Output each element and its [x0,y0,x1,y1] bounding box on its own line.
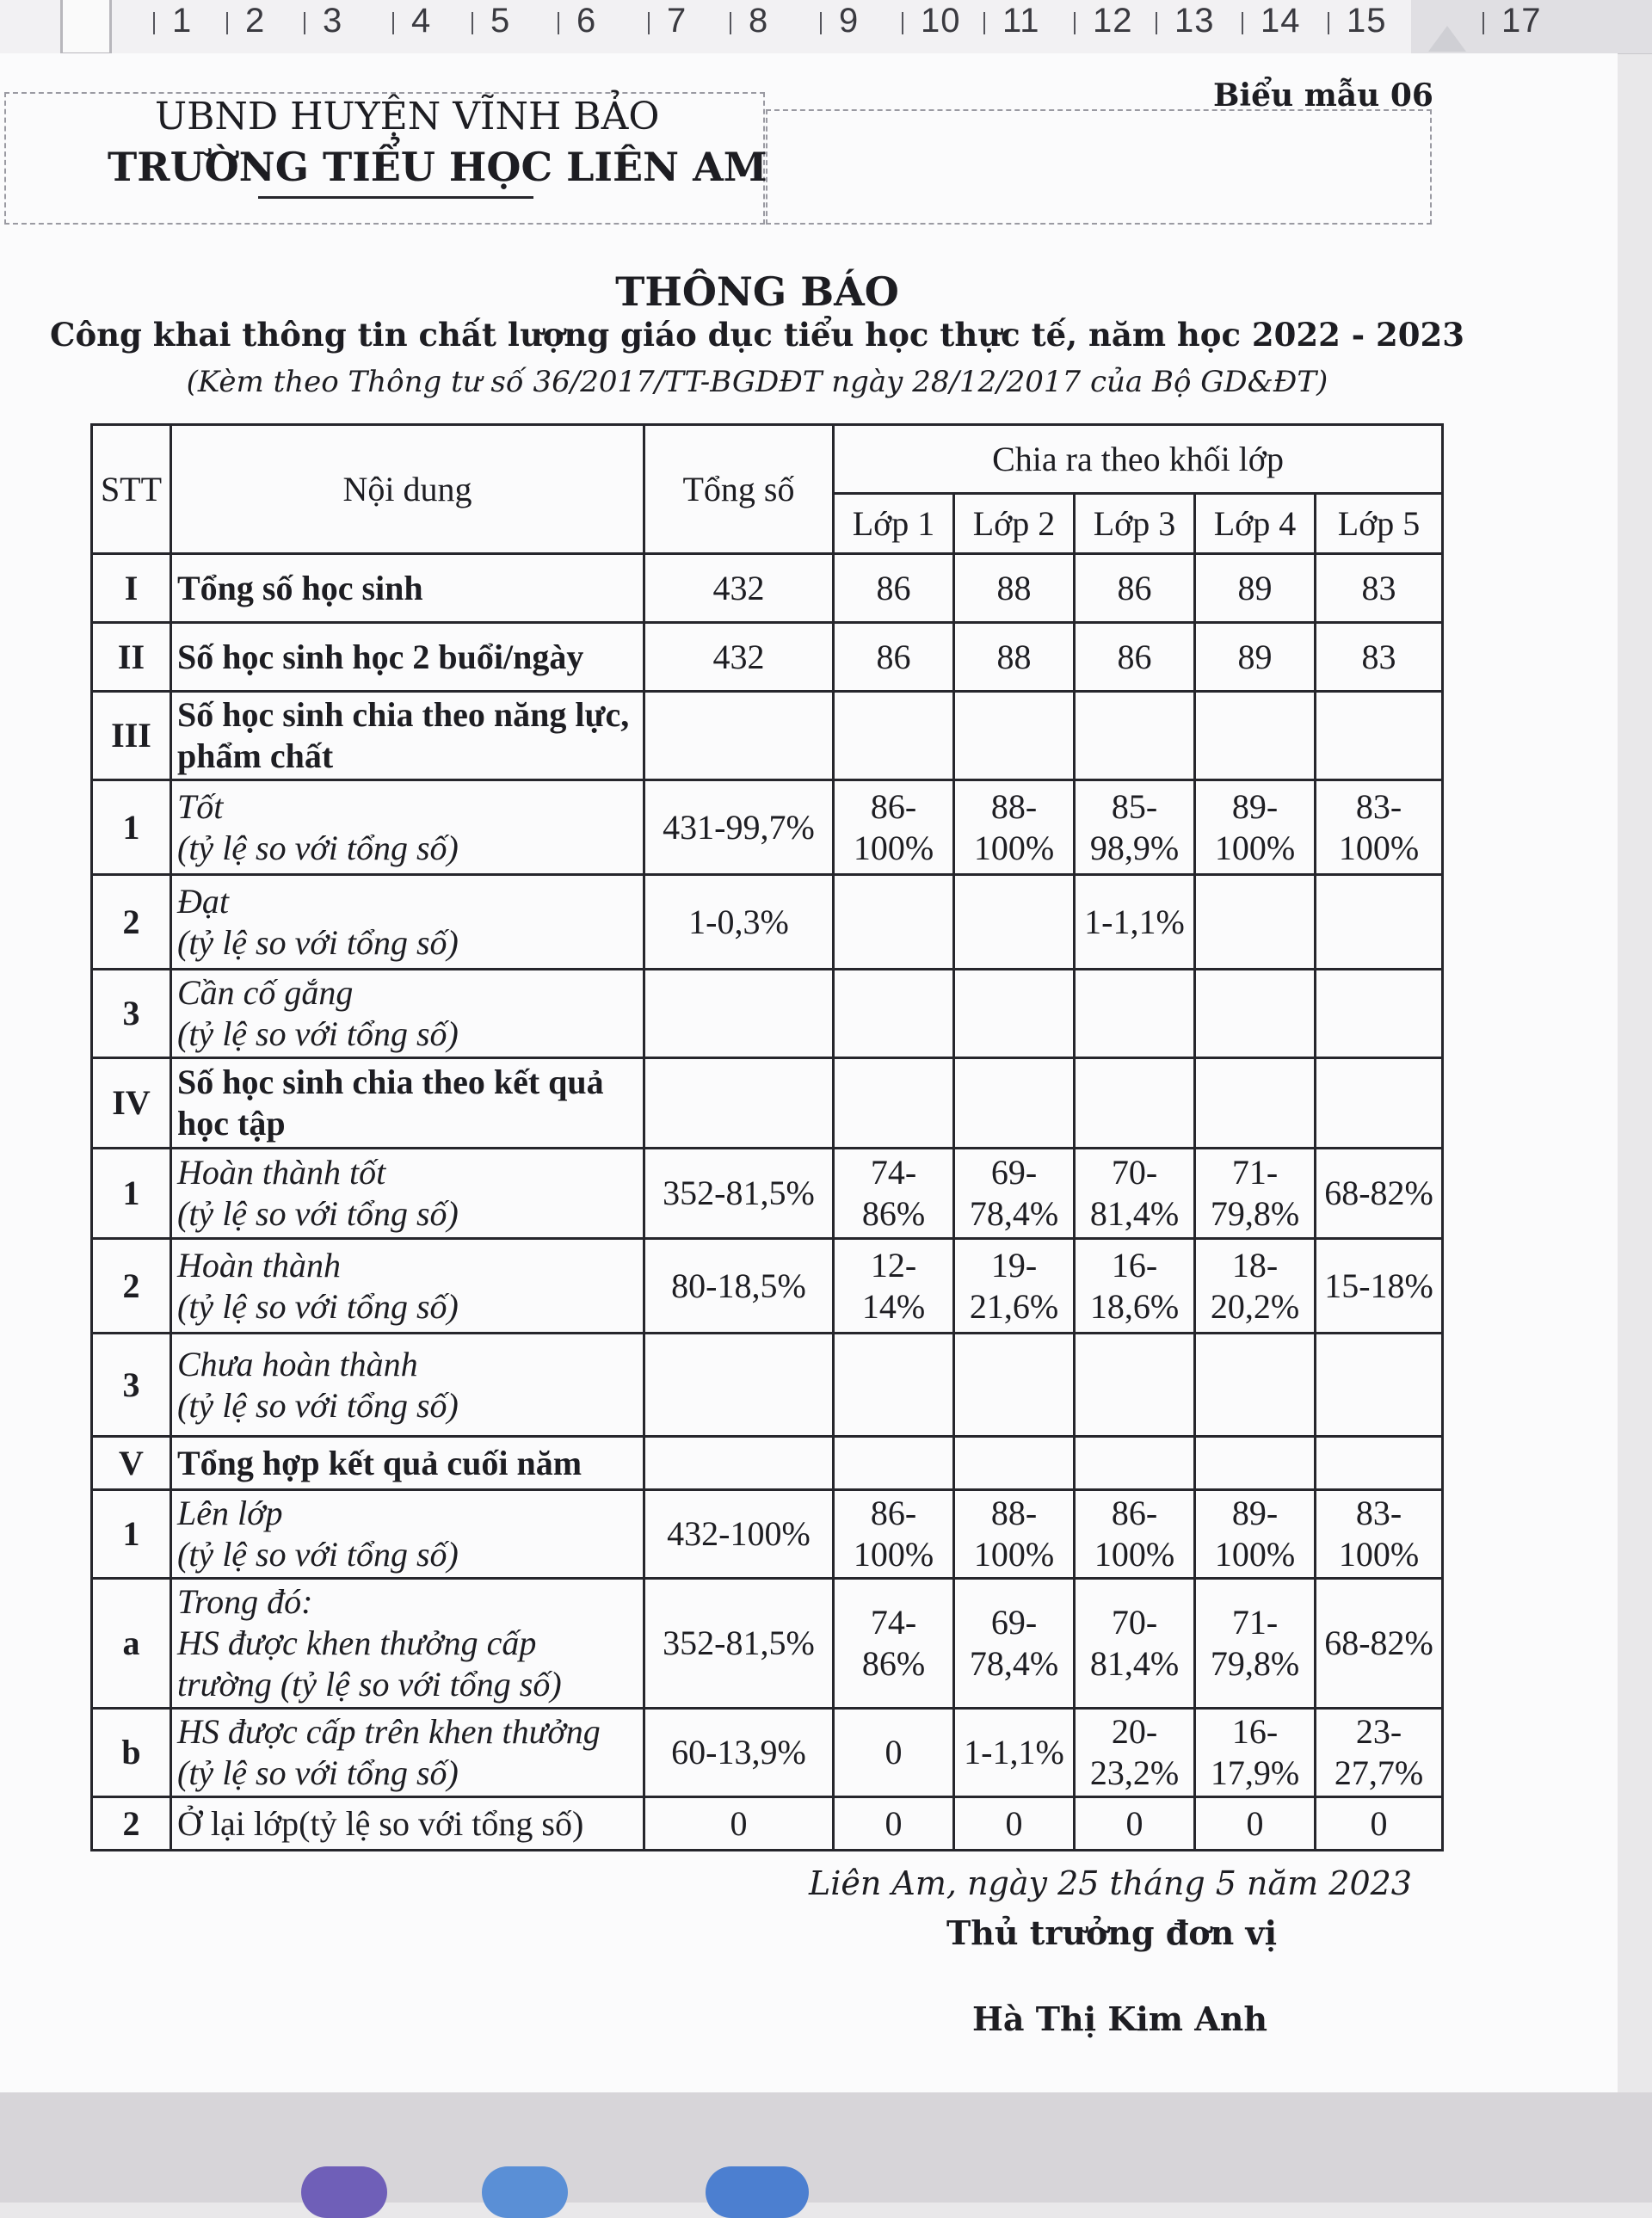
row-total [644,1334,834,1437]
row-stt: a [92,1579,171,1709]
tab-selector[interactable] [60,0,112,55]
row-grade-1: 74-86% [834,1579,954,1709]
table-row [92,1334,1443,1437]
row-grade-3: 70-81,4% [1075,1149,1195,1239]
row-grade-5 [1316,875,1443,970]
header-right-frame [766,109,1432,225]
ruler-tick [304,12,305,34]
row-total: 432 [644,623,834,692]
ruler-number: 10 [921,2,961,40]
row-grade-5: 83 [1316,623,1443,692]
row-grade-4: 89 [1195,554,1316,623]
row-total [644,970,834,1058]
table-row [92,1797,1443,1851]
row-total [644,692,834,780]
ruler-number: 8 [749,2,769,40]
row-grade-1 [834,1437,954,1490]
row-grade-4 [1195,875,1316,970]
row-grade-4: 71-79,8% [1195,1579,1316,1709]
row-grade-5: 68-82% [1316,1579,1443,1709]
footer-signer: Hà Thị Kim Anh [972,1999,1267,2038]
row-grade-4: 89-100% [1195,1490,1316,1579]
row-content [171,970,644,1058]
row-grade-2: 88-100% [954,780,1075,875]
row-note: (tỷ lệ so với tổng số) [177,1385,459,1425]
row-grade-1: 0 [834,1709,954,1797]
table-row [92,554,1443,623]
table-row [92,1149,1443,1239]
header-grade-3: Lớp 3 [1075,494,1195,554]
taskbar-app-icon[interactable] [301,2166,387,2218]
ruler-tick [820,12,822,34]
row-grade-2: 88-100% [954,1490,1075,1579]
row-content [171,692,644,780]
notice-title: THÔNG BÁO [615,268,899,315]
row-grade-5 [1316,1334,1443,1437]
table-row [92,1490,1443,1579]
row-grade-3 [1075,1058,1195,1149]
row-stt: IV [92,1058,171,1149]
row-label: Đạt [177,881,229,921]
row-content [171,1058,644,1149]
table-row [92,780,1443,875]
row-content [171,1437,644,1490]
row-grade-1 [834,692,954,780]
row-grade-1: 12-14% [834,1239,954,1334]
row-grade-1: 86 [834,623,954,692]
row-label: Số học sinh học 2 buổi/ngày [177,637,584,676]
ruler-number: 5 [490,2,511,40]
row-grade-5: 68-82% [1316,1149,1443,1239]
row-grade-2: 69-78,4% [954,1579,1075,1709]
row-grade-4: 89 [1195,623,1316,692]
row-total: 60-13,9% [644,1709,834,1797]
row-note: (tỷ lệ so với tổng số) [177,1535,459,1574]
ruler-tick [1328,12,1329,34]
row-label: Chưa hoàn thành [177,1344,418,1383]
row-total: 352-81,5% [644,1149,834,1239]
ruler-number: 2 [245,2,266,40]
ruler-number: 4 [411,2,432,40]
row-grade-3: 1-1,1% [1075,875,1195,970]
table-row [92,1709,1443,1797]
row-stt: b [92,1709,171,1797]
row-content [171,1239,644,1334]
ruler-number: 11 [1002,2,1040,40]
ruler-number: 13 [1174,2,1215,40]
row-content [171,554,644,623]
school-name: TRƯỜNG TIỂU HỌC LIÊN AM [108,144,767,190]
ruler-number: 17 [1501,2,1542,40]
row-total: 1-0,3% [644,875,834,970]
ruler-tick [1074,12,1076,34]
row-grade-4: 71-79,8% [1195,1149,1316,1239]
ruler-tick [1156,12,1157,34]
row-grade-4 [1195,1058,1316,1149]
row-grade-4: 0 [1195,1797,1316,1851]
agency-name: UBND HUYỆN VĨNH BẢO [155,95,660,139]
row-stt: 1 [92,780,171,875]
row-label: HS được cấp trên khen thưởng (tỷ lệ so với tổng số) [177,1712,601,1792]
report-table [90,423,1444,1851]
row-label: Tổng số học sinh [177,568,423,607]
row-stt: V [92,1437,171,1490]
row-label: Tổng hợp kết quả cuối năm [177,1443,583,1482]
row-content [171,1797,644,1851]
row-label: Hoàn thành tốt [177,1153,386,1192]
row-total: 431-99,7% [644,780,834,875]
row-grade-5: 0 [1316,1797,1443,1851]
row-grade-1: 86 [834,554,954,623]
row-total: 80-18,5% [644,1239,834,1334]
row-grade-2 [954,875,1075,970]
row-grade-5 [1316,1058,1443,1149]
ruler-tick [730,12,731,34]
row-grade-3: 16-18,6% [1075,1239,1195,1334]
row-note: (tỷ lệ so với tổng số) [177,1194,459,1233]
row-grade-5 [1316,692,1443,780]
row-grade-1 [834,875,954,970]
row-grade-3: 86 [1075,623,1195,692]
horizontal-ruler[interactable] [0,0,1652,54]
row-stt: I [92,554,171,623]
row-grade-1: 86-100% [834,1490,954,1579]
row-grade-4: 16-17,9% [1195,1709,1316,1797]
header-grade-4: Lớp 4 [1195,494,1316,554]
ruler-tick [648,12,650,34]
row-grade-3 [1075,1437,1195,1490]
row-total [644,1058,834,1149]
table-row [92,1239,1443,1334]
row-total [644,1437,834,1490]
table-row [92,1058,1443,1149]
row-stt: 1 [92,1490,171,1579]
row-grade-1: 74-86% [834,1149,954,1239]
row-grade-3: 70-81,4% [1075,1579,1195,1709]
row-grade-1 [834,970,954,1058]
document-page [0,53,1618,2092]
row-total: 352-81,5% [644,1579,834,1709]
header-stt: STT [92,425,171,554]
row-grade-5: 83 [1316,554,1443,623]
notice-subtitle: Công khai thông tin chất lượng giáo dục tiểu học thực tế, năm học 2022 - 2023 [50,316,1464,354]
row-note: (tỷ lệ so với tổng số) [177,1014,459,1053]
form-label: Biểu mẫu 06 [1213,77,1433,114]
ruler-tick [226,12,228,34]
row-stt: 3 [92,1334,171,1437]
ruler-number: 6 [576,2,597,40]
row-label: Tốt [177,786,224,826]
row-grade-3: 86-100% [1075,1490,1195,1579]
header-grade-1: Lớp 1 [834,494,954,554]
row-grade-2: 88 [954,554,1075,623]
row-content [171,1334,644,1437]
row-content [171,1149,644,1239]
row-grade-2: 0 [954,1797,1075,1851]
table-row [92,875,1443,970]
row-grade-2: 88 [954,623,1075,692]
row-grade-1 [834,1334,954,1437]
row-grade-1: 0 [834,1797,954,1851]
row-grade-2: 19-21,6% [954,1239,1075,1334]
row-grade-2 [954,1058,1075,1149]
row-grade-3: 85-98,9% [1075,780,1195,875]
header-grade-2: Lớp 2 [954,494,1075,554]
row-grade-1 [834,1058,954,1149]
row-total: 432 [644,554,834,623]
row-content [171,623,644,692]
ruler-number: 15 [1347,2,1387,40]
ruler-tick [153,12,155,34]
ruler-number: 1 [172,2,193,40]
table-row [92,970,1443,1058]
row-label: Ở lại lớp(tỷ lệ so với tổng số) [177,1803,584,1843]
row-label: Cần cố gắng [177,973,354,1012]
row-stt: III [92,692,171,780]
right-indent-marker[interactable] [1428,26,1466,52]
header-content: Nội dung [171,425,644,554]
row-content [171,1579,644,1709]
row-grade-1: 86-100% [834,780,954,875]
row-grade-2: 1-1,1% [954,1709,1075,1797]
row-note: (tỷ lệ so với tổng số) [177,1286,459,1326]
header-total: Tổng số [644,425,834,554]
row-label: Số học sinh chia theo kết quả học tập [177,1063,604,1143]
row-label: Số học sinh chia theo năng lực, phẩm chất [177,695,630,775]
row-grade-3: 86 [1075,554,1195,623]
row-grade-3: 20-23,2% [1075,1709,1195,1797]
row-grade-4 [1195,1437,1316,1490]
row-total: 432-100% [644,1490,834,1579]
row-grade-2 [954,692,1075,780]
row-grade-2 [954,1334,1075,1437]
ruler-tick [472,12,473,34]
row-stt: II [92,623,171,692]
row-grade-5: 83-100% [1316,1490,1443,1579]
row-grade-4: 18-20,2% [1195,1239,1316,1334]
row-grade-3: 0 [1075,1797,1195,1851]
ruler-tick [902,12,903,34]
row-total: 0 [644,1797,834,1851]
row-grade-2 [954,970,1075,1058]
desk-background [0,2092,1652,2203]
taskbar-app-icon[interactable] [706,2166,809,2218]
ruler-number: 12 [1093,2,1133,40]
ruler-tick [1242,12,1243,34]
school-underline [258,196,533,199]
row-content [171,1490,644,1579]
ruler-tick [392,12,394,34]
ruler-number: 3 [323,2,343,40]
table-row [92,692,1443,780]
ruler-number: 14 [1261,2,1301,40]
row-grade-4 [1195,1334,1316,1437]
row-content [171,1709,644,1797]
row-grade-4 [1195,970,1316,1058]
ruler-tick [558,12,559,34]
header-grade-group: Chia ra theo khối lớp [834,425,1443,494]
row-grade-5: 83-100% [1316,780,1443,875]
row-note: HS được khen thưởng cấp trường (tỷ lệ so với tổng số) [177,1623,562,1704]
row-grade-3 [1075,692,1195,780]
ruler-number: 9 [839,2,860,40]
notice-note: (Kèm theo Thông tư số 36/2017/TT-BGDĐT ngày 28/12/2017 của Bộ GD&ĐT) [186,365,1328,399]
row-stt: 2 [92,1239,171,1334]
row-grade-5: 15-18% [1316,1239,1443,1334]
footer-role: Thủ trưởng đơn vị [946,1913,1278,1952]
row-label: Trong đó: [177,1582,313,1621]
row-grade-5 [1316,1437,1443,1490]
row-grade-4 [1195,692,1316,780]
taskbar-app-icon[interactable] [482,2166,568,2218]
row-grade-2: 69-78,4% [954,1149,1075,1239]
row-content [171,875,644,970]
row-grade-4: 89-100% [1195,780,1316,875]
row-note: (tỷ lệ so với tổng số) [177,828,459,867]
row-stt: 2 [92,1797,171,1851]
table-row [92,1437,1443,1490]
row-label: Hoàn thành [177,1245,341,1285]
row-label: Lên lớp [177,1494,283,1532]
table-row [92,623,1443,692]
footer-date: Liên Am, ngày 25 tháng 5 năm 2023 [809,1864,1412,1902]
header-grade-5: Lớp 5 [1316,494,1443,554]
row-grade-2 [954,1437,1075,1490]
row-grade-5: 23-27,7% [1316,1709,1443,1797]
row-stt: 3 [92,970,171,1058]
row-grade-3 [1075,1334,1195,1437]
row-stt: 1 [92,1149,171,1239]
ruler-tick [983,12,985,34]
row-content [171,780,644,875]
ruler-number: 7 [667,2,687,40]
row-stt: 2 [92,875,171,970]
ruler-tick [1482,12,1484,34]
table-row [92,1579,1443,1709]
row-grade-3 [1075,970,1195,1058]
row-note: (tỷ lệ so với tổng số) [177,922,459,962]
row-grade-5 [1316,970,1443,1058]
